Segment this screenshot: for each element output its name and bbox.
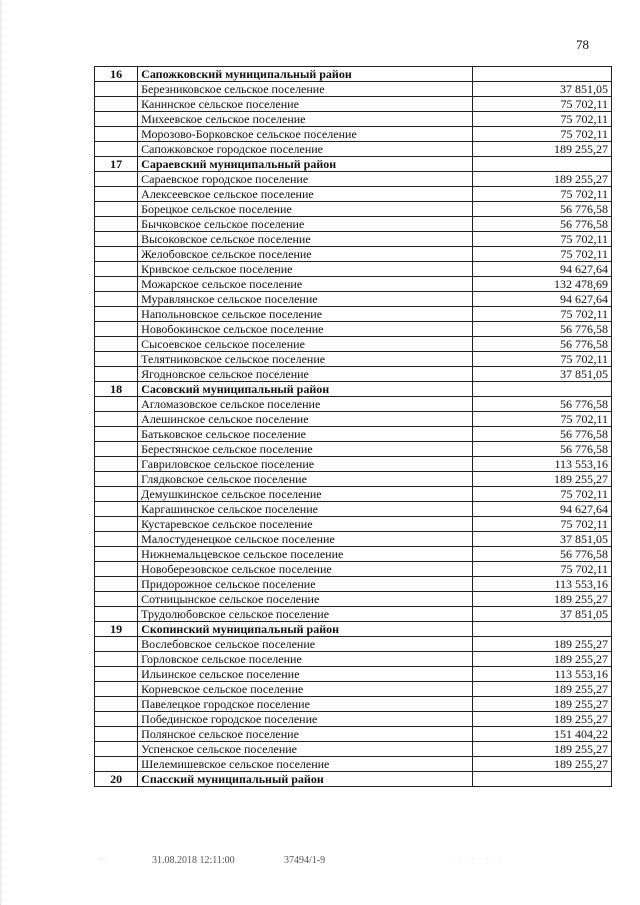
- allocation-table: [94, 66, 612, 787]
- row-number: [95, 232, 138, 247]
- settlement-row: [95, 577, 612, 592]
- settlement-name: Сапожковское городское поселение: [138, 142, 473, 157]
- row-number: [95, 172, 138, 187]
- amount-cell: 189 255,27: [473, 682, 612, 697]
- settlement-row: [95, 82, 612, 97]
- settlement-name: Телятниковское сельское поселение: [138, 352, 473, 367]
- amount-cell: 37 851,05: [473, 607, 612, 622]
- amount-cell: 189 255,27: [473, 697, 612, 712]
- row-number: [95, 337, 138, 352]
- amount-cell: 75 702,11: [473, 487, 612, 502]
- settlement-row: [95, 322, 612, 337]
- row-number: [95, 427, 138, 442]
- row-number: [95, 682, 138, 697]
- settlement-row: [95, 442, 612, 457]
- row-number: [95, 502, 138, 517]
- settlement-row: [95, 112, 612, 127]
- amount-cell: 75 702,11: [473, 187, 612, 202]
- settlement-row: [95, 697, 612, 712]
- amount-cell: 75 702,11: [473, 517, 612, 532]
- settlement-name: Высоковское сельское поселение: [138, 232, 473, 247]
- settlement-name: Глядковское сельское поселение: [138, 472, 473, 487]
- row-number: [95, 442, 138, 457]
- amount-cell: 94 627,64: [473, 262, 612, 277]
- settlement-row: [95, 487, 612, 502]
- amount-cell: [473, 67, 612, 82]
- settlement-name: Вослебовское сельское поселение: [138, 637, 473, 652]
- settlement-name: Шелемишевское сельское поселение: [138, 757, 473, 772]
- district-name: Сасовский муниципальный район: [138, 382, 473, 397]
- row-number: [95, 652, 138, 667]
- settlement-name: Павелецкое городское поселение: [138, 697, 473, 712]
- amount-cell: 75 702,11: [473, 127, 612, 142]
- amount-cell: 37 851,05: [473, 82, 612, 97]
- settlement-row: [95, 127, 612, 142]
- amount-cell: 56 776,58: [473, 427, 612, 442]
- settlement-name: Березниковское сельское поселение: [138, 82, 473, 97]
- settlement-name: Михеевское сельское поселение: [138, 112, 473, 127]
- row-number: [95, 607, 138, 622]
- amount-cell: 113 553,16: [473, 577, 612, 592]
- amount-cell: 189 255,27: [473, 742, 612, 757]
- settlement-row: [95, 292, 612, 307]
- amount-cell: 75 702,11: [473, 112, 612, 127]
- table-body: [95, 67, 612, 787]
- settlement-row: [95, 142, 612, 157]
- settlement-row: [95, 682, 612, 697]
- row-number: [95, 292, 138, 307]
- district-row: [95, 67, 612, 82]
- amount-cell: 56 776,58: [473, 217, 612, 232]
- settlement-row: [95, 427, 612, 442]
- settlement-name: Успенское сельское поселение: [138, 742, 473, 757]
- settlement-name: Демушкинское сельское поселение: [138, 487, 473, 502]
- row-number: [95, 727, 138, 742]
- settlement-name: Сараевское городское поселение: [138, 172, 473, 187]
- row-number: [95, 577, 138, 592]
- row-number: [95, 592, 138, 607]
- row-number: [95, 457, 138, 472]
- amount-cell: 56 776,58: [473, 442, 612, 457]
- amount-cell: 56 776,58: [473, 322, 612, 337]
- row-number: 20: [95, 772, 138, 787]
- settlement-row: [95, 277, 612, 292]
- district-row: [95, 772, 612, 787]
- settlement-name: Сотницынское сельское поселение: [138, 592, 473, 607]
- amount-cell: 189 255,27: [473, 712, 612, 727]
- amount-cell: 189 255,27: [473, 757, 612, 772]
- district-row: [95, 622, 612, 637]
- amount-cell: [473, 382, 612, 397]
- amount-cell: 75 702,11: [473, 412, 612, 427]
- district-row: [95, 382, 612, 397]
- amount-cell: 189 255,27: [473, 472, 612, 487]
- row-number: [95, 97, 138, 112]
- amount-cell: 75 702,11: [473, 97, 612, 112]
- row-number: [95, 562, 138, 577]
- district-name: Спасский муниципальный район: [138, 772, 473, 787]
- row-number: [95, 202, 138, 217]
- settlement-name: Берестянское сельское поселение: [138, 442, 473, 457]
- settlement-name: Напольновское сельское поселение: [138, 307, 473, 322]
- amount-cell: 75 702,11: [473, 562, 612, 577]
- row-number: [95, 322, 138, 337]
- settlement-row: [95, 337, 612, 352]
- amount-cell: [473, 622, 612, 637]
- settlement-row: [95, 352, 612, 367]
- amount-cell: 189 255,27: [473, 637, 612, 652]
- settlement-row: [95, 232, 612, 247]
- row-number: [95, 397, 138, 412]
- settlement-row: [95, 247, 612, 262]
- amount-cell: 56 776,58: [473, 397, 612, 412]
- settlement-row: [95, 607, 612, 622]
- settlement-row: [95, 517, 612, 532]
- settlement-name: Муравлянское сельское поселение: [138, 292, 473, 307]
- settlement-name: Канинское сельское поселение: [138, 97, 473, 112]
- settlement-name: Новобокинское сельское поселение: [138, 322, 473, 337]
- settlement-row: [95, 652, 612, 667]
- settlement-row: [95, 532, 612, 547]
- row-number: [95, 307, 138, 322]
- amount-cell: 132 478,69: [473, 277, 612, 292]
- settlement-name: Сысоевское сельское поселение: [138, 337, 473, 352]
- settlement-name: Ягодновское сельское поселение: [138, 367, 473, 382]
- settlement-name: Алешинское сельское поселение: [138, 412, 473, 427]
- row-number: [95, 262, 138, 277]
- amount-cell: 75 702,11: [473, 247, 612, 262]
- district-name: Скопинский муниципальный район: [138, 622, 473, 637]
- amount-cell: 94 627,64: [473, 502, 612, 517]
- row-number: [95, 472, 138, 487]
- settlement-row: [95, 637, 612, 652]
- settlement-name: Бычковское сельское поселение: [138, 217, 473, 232]
- settlement-name: Побединское городское поселение: [138, 712, 473, 727]
- settlement-name: Борецкое сельское поселение: [138, 202, 473, 217]
- settlement-name: Трудолюбовское сельское поселение: [138, 607, 473, 622]
- settlement-row: [95, 367, 612, 382]
- settlement-row: [95, 187, 612, 202]
- settlement-name: Кривское сельское поселение: [138, 262, 473, 277]
- settlement-row: [95, 547, 612, 562]
- settlement-name: Новоберезовское сельское поселение: [138, 562, 473, 577]
- amount-cell: 113 553,16: [473, 667, 612, 682]
- row-number: [95, 487, 138, 502]
- scan-artifact-left: · ·: [98, 855, 106, 864]
- row-number: 17: [95, 157, 138, 172]
- settlement-row: [95, 592, 612, 607]
- district-row: [95, 157, 612, 172]
- footer-document-code: 37494/1-9: [284, 855, 326, 866]
- settlement-name: Каргашинское сельское поселение: [138, 502, 473, 517]
- amount-cell: 189 255,27: [473, 172, 612, 187]
- row-number: [95, 667, 138, 682]
- page-footer: [0, 855, 640, 885]
- settlement-name: Нижнемальцевское сельское поселение: [138, 547, 473, 562]
- amount-cell: 189 255,27: [473, 652, 612, 667]
- settlement-row: [95, 97, 612, 112]
- row-number: [95, 187, 138, 202]
- page-number: 78: [576, 37, 589, 52]
- settlement-row: [95, 457, 612, 472]
- row-number: 19: [95, 622, 138, 637]
- amount-cell: [473, 772, 612, 787]
- settlement-row: [95, 502, 612, 517]
- footer-date: 31.08.2018 12:11:00: [152, 855, 235, 866]
- amount-cell: 56 776,58: [473, 337, 612, 352]
- row-number: 16: [95, 67, 138, 82]
- settlement-row: [95, 397, 612, 412]
- settlement-row: [95, 742, 612, 757]
- amount-cell: 75 702,11: [473, 307, 612, 322]
- amount-cell: 37 851,05: [473, 367, 612, 382]
- settlement-name: Кустаревское сельское поселение: [138, 517, 473, 532]
- row-number: [95, 532, 138, 547]
- settlement-row: [95, 727, 612, 742]
- row-number: [95, 697, 138, 712]
- settlement-name: Гавриловское сельское поселение: [138, 457, 473, 472]
- amount-cell: 37 851,05: [473, 532, 612, 547]
- settlement-row: [95, 562, 612, 577]
- amount-cell: 189 255,27: [473, 592, 612, 607]
- settlement-row: [95, 472, 612, 487]
- settlement-name: Полянское сельское поселение: [138, 727, 473, 742]
- settlement-name: Можарское сельское поселение: [138, 277, 473, 292]
- settlement-row: [95, 307, 612, 322]
- row-number: [95, 637, 138, 652]
- row-number: 18: [95, 382, 138, 397]
- amount-cell: 56 776,58: [473, 202, 612, 217]
- settlement-row: [95, 412, 612, 427]
- district-name: Сапожковский муниципальный район: [138, 67, 473, 82]
- settlement-name: Желобовское сельское поселение: [138, 247, 473, 262]
- amount-cell: 151 404,22: [473, 727, 612, 742]
- settlement-row: [95, 217, 612, 232]
- settlement-name: Корневское сельское поселение: [138, 682, 473, 697]
- row-number: [95, 277, 138, 292]
- row-number: [95, 517, 138, 532]
- scan-edge-marks: [0, 0, 7, 905]
- row-number: [95, 742, 138, 757]
- row-number: [95, 217, 138, 232]
- settlement-row: [95, 202, 612, 217]
- row-number: [95, 757, 138, 772]
- row-number: [95, 412, 138, 427]
- settlement-name: Горловское сельское поселение: [138, 652, 473, 667]
- settlement-name: Алексеевское сельское поселение: [138, 187, 473, 202]
- settlement-name: Батьковское сельское поселение: [138, 427, 473, 442]
- row-number: [95, 127, 138, 142]
- row-number: [95, 367, 138, 382]
- row-number: [95, 112, 138, 127]
- amount-cell: 75 702,11: [473, 352, 612, 367]
- settlement-name: Малостуденецкое сельское поселение: [138, 532, 473, 547]
- settlement-row: [95, 262, 612, 277]
- amount-cell: 189 255,27: [473, 142, 612, 157]
- settlement-row: [95, 172, 612, 187]
- settlement-row: [95, 757, 612, 772]
- amount-cell: 113 553,16: [473, 457, 612, 472]
- row-number: [95, 142, 138, 157]
- amount-cell: 94 627,64: [473, 292, 612, 307]
- row-number: [95, 352, 138, 367]
- settlement-row: [95, 712, 612, 727]
- scan-artifact-right: · · · · · · · ·: [452, 855, 503, 864]
- settlement-name: Ильинское сельское поселение: [138, 667, 473, 682]
- settlement-name: Морозово-Борковское сельское поселение: [138, 127, 473, 142]
- row-number: [95, 547, 138, 562]
- row-number: [95, 712, 138, 727]
- settlement-name: Придорожное сельское поселение: [138, 577, 473, 592]
- row-number: [95, 247, 138, 262]
- row-number: [95, 82, 138, 97]
- amount-cell: 56 776,58: [473, 547, 612, 562]
- settlement-row: [95, 667, 612, 682]
- amount-cell: 75 702,11: [473, 232, 612, 247]
- amount-cell: [473, 157, 612, 172]
- settlement-name: Агломазовское сельское поселение: [138, 397, 473, 412]
- district-name: Сараевский муниципальный район: [138, 157, 473, 172]
